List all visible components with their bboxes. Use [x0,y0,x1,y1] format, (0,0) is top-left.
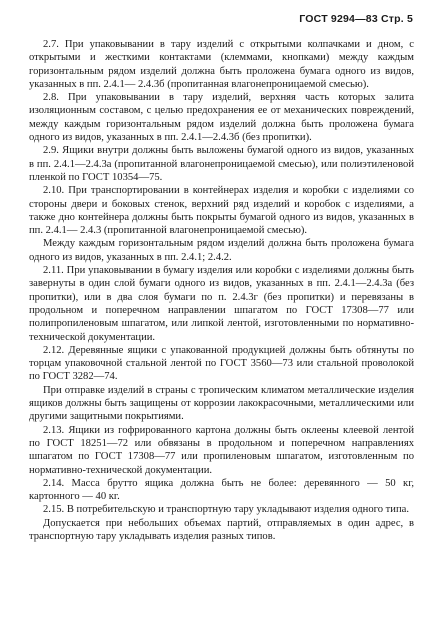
paragraph-2-7: 2.7. При упаковывании в тару изделий с открытыми колпачками и дном, с открытыми и жесткими контактами (клеммами, кнопками) между каждым горизонтальным рядом изделий должна быть проложена бумага одного из видов, указанных в пп. 2.4.1— 2.4.3б (пропитанная влагонепроницаемой смесью). [29,39,414,90]
document-body [29,38,414,543]
paragraph-2-15: 2.15. В потребительскую и транспортную тару укладывают изделия одного типа. [43,504,409,516]
paragraph-2-8: 2.8. При упаковывании в тару изделий, верхняя часть которых залита изоляционным составом, с целью предохранения ее от механических повреждений, между каждым горизонтальным рядом изделий должна быть проложена бумага одного из видов, указанных в пп. 2.4.1—2.4.3б (без пропитки). [29,92,414,144]
page-header: ГОСТ 9294—83 Стр. 5 [299,13,413,25]
paragraph-2-12: 2.12. Деревянные ящики с упакованной продукцией должны быть обтянуты по торцам упаковочной стальной лентой по ГОСТ 3560—73 или стальной проволокой по ГОСТ 3282—74. [29,344,414,383]
paragraph-2-15-continued: Допускается при небольших объемах партий, отправляемых в один адрес, в транспортную тару укладывать изделия разных типов. [29,517,414,542]
paragraph-2-12-continued: При отправке изделий в страны с тропическим климатом металлические изделия ящиков должны быть защищены от коррозии лакокрасочными, металлическими или другими защитными покрытиями. [29,384,414,423]
paragraph-2-10-continued: Между каждым горизонтальным рядом изделий должна быть проложена бумага одного из видов, указанных в пп. 2.4.1; 2.4.2. [29,238,414,263]
paragraph-2-9: 2.9. Ящики внутри должны быть выложены бумагой одного из видов, указанных в пп. 2.4.1—2.4.3а (пропитанной влагонепроницаемой смесью), или полиэтиленовой пленкой по ГОСТ 10354—75. [29,145,414,183]
paragraph-2-13: 2.13. Ящики из гофрированного картона должны быть оклеены клеевой лентой по ГОСТ 18251—72 или обвязаны в продольном и поперечном направлениях шпагатом по ГОСТ 17308—77 или пропиленовым шпагатом, изготовленным по нормативно-технической документации. [29,424,414,476]
paragraph-2-10: 2.10. При транспортировании в контейнерах изделия и коробки с изделиями со стороны двери и боковых стенок, верхний ряд изделий и коробок с изделиями, а также дно контейнера должны быть покрыты бумагой одного из видов, указанных в пп. 2.4.1— 2.4.3 (пропитанной влагонепроницаемой смесью). [29,185,414,237]
paragraph-2-11: 2.11. При упаковывании в бумагу изделия или коробки с изделиями должны быть завернуты в один слой бумаги одного из видов, указанных в пп. 2.4.1—2.4.3а (без пропитки), или в два слоя бумаги по п. 2.4.3г (без пропитки) и перевязаны в продольном и поперечном направлении шпагатом по ГОСТ 17308—77 или полипропиленовым шпагатом, или липкой лентой, изготовленными по нормативно-технической документации. [29,265,414,343]
paragraph-2-14: 2.14. Масса брутто ящика должна быть не более: деревянного — 50 кг, картонного — 40 кг. [29,477,414,503]
